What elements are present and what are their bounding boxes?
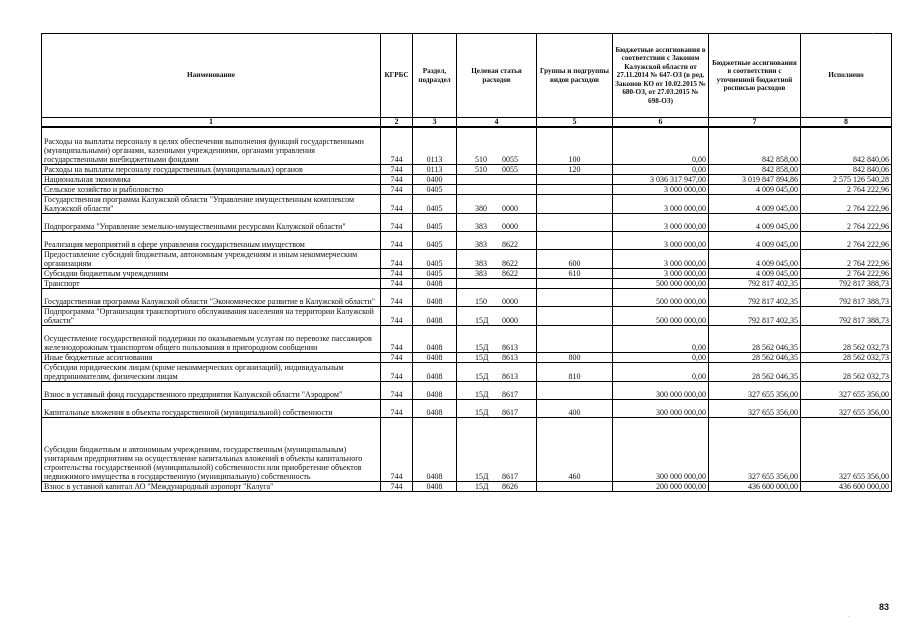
target-direction-code: 8617 (502, 407, 518, 417)
target-program-code: 150 (475, 296, 487, 306)
header-razdel: Раздел, подраздел (413, 34, 457, 118)
cell-kgrbs: 744 (381, 399, 413, 417)
cell-updated: 4 009 045,00 (709, 213, 801, 231)
cell-name: Взнос в уставный фонд государственного предприятия Калужской области "Аэродром" (42, 381, 381, 399)
table-row (42, 174, 892, 184)
cell-group (537, 288, 613, 306)
cell-executed: 842 840,06 (801, 127, 892, 164)
cell-updated: 4 009 045,00 (709, 194, 801, 213)
cell-name: Предоставление субсидий бюджетным, автономным учреждениям и иным некоммерческим организациям (42, 249, 381, 268)
cell-target (457, 352, 537, 362)
cell-law: 0,00 (613, 362, 709, 381)
cell-name: Субсидии бюджетным учреждениям (42, 268, 381, 278)
target-program-code: 510 (475, 164, 487, 174)
cell-law: 3 036 317 947,00 (613, 174, 709, 184)
cell-updated: 4 009 045,00 (709, 268, 801, 278)
cell-target (457, 184, 537, 194)
cell-group (537, 194, 613, 213)
table-row (42, 362, 892, 381)
cell-target (457, 174, 537, 184)
target-direction-code: 0055 (502, 164, 518, 174)
cell-razdel: 0408 (413, 381, 457, 399)
target-program-code: 383 (475, 239, 487, 249)
cell-executed: 28 562 032,73 (801, 362, 892, 381)
header-kgrbs: КГРБС (381, 34, 413, 118)
cell-name: Реализация мероприятий в сфере управления государственным имуществом (42, 231, 381, 249)
cell-razdel: 0408 (413, 362, 457, 381)
cell-razdel: 0400 (413, 174, 457, 184)
cell-law: 0,00 (613, 325, 709, 352)
cell-executed: 436 600 000,00 (801, 481, 892, 491)
target-program-code: 15Д (475, 471, 489, 481)
cell-updated: 327 655 356,00 (709, 417, 801, 481)
target-program-code: 15Д (475, 342, 489, 352)
cell-law: 500 000 000,00 (613, 306, 709, 325)
cell-executed: 2 764 222,96 (801, 231, 892, 249)
cell-kgrbs: 744 (381, 417, 413, 481)
target-direction-code: 0000 (502, 296, 518, 306)
target-program-code: 15Д (475, 371, 489, 381)
target-program-code: 15Д (475, 352, 489, 362)
cell-name: Взнос в уставной капитал АО "Международный аэропорт "Калуга" (42, 481, 381, 491)
column-number: 5 (537, 118, 613, 128)
table-row (42, 325, 892, 352)
cell-name: Государственная программа Калужской области "Экономическое развитие в Калужской области" (42, 288, 381, 306)
column-number: 3 (413, 118, 457, 128)
cell-razdel: 0408 (413, 399, 457, 417)
cell-group: 800 (537, 352, 613, 362)
cell-kgrbs: 744 (381, 213, 413, 231)
cell-name: Сельское хозяйство и рыболовство (42, 184, 381, 194)
cell-group (537, 325, 613, 352)
target-program-code: 380 (475, 203, 487, 213)
cell-law: 3 000 000,00 (613, 231, 709, 249)
cell-target (457, 249, 537, 268)
cell-target (457, 362, 537, 381)
cell-kgrbs: 744 (381, 127, 413, 164)
cell-target (457, 399, 537, 417)
cell-target (457, 288, 537, 306)
target-direction-code: 8622 (502, 268, 518, 278)
cell-executed: 842 840,06 (801, 164, 892, 174)
cell-updated: 3 019 847 894,86 (709, 174, 801, 184)
cell-razdel: 0408 (413, 306, 457, 325)
cell-kgrbs: 744 (381, 352, 413, 362)
cell-updated: 436 600 000,00 (709, 481, 801, 491)
table-row (42, 352, 892, 362)
target-direction-code: 8617 (502, 389, 518, 399)
header-row (42, 34, 892, 118)
cell-target (457, 268, 537, 278)
cell-kgrbs: 744 (381, 278, 413, 288)
cell-name: Государственная программа Калужской области "Управление имущественным комплексом Калужской области" (42, 194, 381, 213)
cell-executed: 28 562 032,73 (801, 352, 892, 362)
cell-law: 0,00 (613, 164, 709, 174)
cell-law: 0,00 (613, 352, 709, 362)
cell-group: 810 (537, 362, 613, 381)
column-number: 2 (381, 118, 413, 128)
cell-executed: 2 764 222,96 (801, 213, 892, 231)
header-law-allocations: Бюджетные ассигнования в соответствии с Законом Калужской области от 27.11.2014 № 647-ОЗ (в ред. Законов КО от 10.02.2015 № 680-ОЗ, от 27.03.2015 № 698-ОЗ) (613, 34, 709, 118)
column-number: 8 (801, 118, 892, 128)
cell-target (457, 231, 537, 249)
cell-group (537, 306, 613, 325)
cell-razdel: 0408 (413, 278, 457, 288)
target-program-code: 15Д (475, 481, 489, 491)
cell-law: 300 000 000,00 (613, 417, 709, 481)
target-program-code: 383 (475, 268, 487, 278)
cell-name: Подпрограмма "Управление земельно-имущественными ресурсами Калужской области" (42, 213, 381, 231)
column-number: 1 (42, 118, 381, 128)
cell-executed: 2 764 222,96 (801, 184, 892, 194)
cell-updated: 842 858,00 (709, 127, 801, 164)
column-number: 6 (613, 118, 709, 128)
cell-razdel: 0408 (413, 325, 457, 352)
cell-razdel: 0405 (413, 249, 457, 268)
cell-kgrbs: 744 (381, 381, 413, 399)
target-program-code: 383 (475, 221, 487, 231)
cell-target (457, 481, 537, 491)
table-row (42, 213, 892, 231)
cell-group: 120 (537, 164, 613, 174)
budget-table (41, 33, 892, 492)
cell-updated: 842 858,00 (709, 164, 801, 174)
cell-kgrbs: 744 (381, 164, 413, 174)
scan-speck: , (872, 28, 874, 36)
cell-group (537, 174, 613, 184)
cell-updated: 792 817 402,35 (709, 278, 801, 288)
header-target-article: Целевая статья расходов (457, 34, 537, 118)
cell-razdel: 0405 (413, 231, 457, 249)
column-number: 7 (709, 118, 801, 128)
cell-name: Подпрограмма "Организация транспортного обслуживания населения на территории Калужской области" (42, 306, 381, 325)
cell-executed: 327 655 356,00 (801, 417, 892, 481)
header-expense-groups: Группы и подгруппы видов расходов (537, 34, 613, 118)
target-program-code: 15Д (475, 315, 489, 325)
cell-name: Иные бюджетные ассигнования (42, 352, 381, 362)
cell-name: Расходы на выплаты персоналу в целях обеспечения выполнения функций государственными (муниципальными) органами, казенными учреждениями, органами управления государственными внебюджетными фондами (42, 127, 381, 164)
cell-name: Транспорт (42, 278, 381, 288)
cell-group: 600 (537, 249, 613, 268)
header-executed: Исполнено (801, 34, 892, 118)
table-row (42, 268, 892, 278)
cell-law: 0,00 (613, 127, 709, 164)
target-direction-code: 0000 (502, 221, 518, 231)
cell-executed: 2 764 222,96 (801, 268, 892, 278)
cell-target (457, 381, 537, 399)
cell-kgrbs: 744 (381, 288, 413, 306)
cell-target (457, 164, 537, 174)
table-row (42, 417, 892, 481)
cell-name: Расходы на выплаты персоналу государственных (муниципальных) органов (42, 164, 381, 174)
cell-updated: 4 009 045,00 (709, 231, 801, 249)
cell-group (537, 184, 613, 194)
target-direction-code: 8617 (502, 471, 518, 481)
cell-updated: 327 655 356,00 (709, 399, 801, 417)
table-row (42, 164, 892, 174)
cell-executed: 28 562 032,73 (801, 325, 892, 352)
table-body (42, 127, 892, 491)
cell-law: 3 000 000,00 (613, 184, 709, 194)
cell-law: 3 000 000,00 (613, 194, 709, 213)
table-row (42, 278, 892, 288)
table-row (42, 481, 892, 491)
cell-group: 400 (537, 399, 613, 417)
cell-target (457, 278, 537, 288)
cell-kgrbs: 744 (381, 325, 413, 352)
cell-name: Субсидии бюджетным и автономным учреждениям, государственным (муниципальным) унитарным предприятиям на осуществление капитальных вложений в объекты капитального строительства государственной (муниципальной) собственности или приобретение объектов недвижимого имущества в государственную (муниципальную) собственность (42, 417, 381, 481)
cell-name: Осуществление государственной поддержки по оказываемым услугам по перевозке пассажиров железнодорожным транспортом общего пользования в пригородном сообщении (42, 325, 381, 352)
cell-razdel: 0405 (413, 194, 457, 213)
cell-updated: 4 009 045,00 (709, 249, 801, 268)
cell-kgrbs: 744 (381, 194, 413, 213)
cell-kgrbs: 744 (381, 249, 413, 268)
cell-razdel: 0405 (413, 213, 457, 231)
cell-law: 3 000 000,00 (613, 268, 709, 278)
target-program-code: 383 (475, 258, 487, 268)
cell-kgrbs: 744 (381, 362, 413, 381)
scan-speck: . (848, 611, 850, 619)
cell-kgrbs: 744 (381, 481, 413, 491)
cell-kgrbs: 744 (381, 174, 413, 184)
cell-kgrbs: 744 (381, 268, 413, 278)
cell-law: 300 000 000,00 (613, 381, 709, 399)
target-program-code: 15Д (475, 407, 489, 417)
cell-executed: 327 655 356,00 (801, 381, 892, 399)
cell-updated: 4 009 045,00 (709, 184, 801, 194)
cell-group: 100 (537, 127, 613, 164)
cell-razdel: 0405 (413, 184, 457, 194)
cell-razdel: 0405 (413, 268, 457, 278)
cell-group (537, 278, 613, 288)
cell-group (537, 213, 613, 231)
target-direction-code: 0055 (502, 154, 518, 164)
target-direction-code: 8622 (502, 258, 518, 268)
table-row (42, 127, 892, 164)
cell-executed: 792 817 388,73 (801, 288, 892, 306)
cell-name: Национальная экономика (42, 174, 381, 184)
cell-law: 200 000 000,00 (613, 481, 709, 491)
cell-updated: 792 817 402,35 (709, 306, 801, 325)
cell-target (457, 127, 537, 164)
cell-kgrbs: 744 (381, 231, 413, 249)
cell-group: 460 (537, 417, 613, 481)
table-row (42, 288, 892, 306)
table-row (42, 194, 892, 213)
cell-target (457, 306, 537, 325)
cell-razdel: 0113 (413, 164, 457, 174)
cell-group (537, 481, 613, 491)
cell-razdel: 0408 (413, 352, 457, 362)
cell-target (457, 325, 537, 352)
cell-updated: 28 562 046,35 (709, 325, 801, 352)
cell-law: 500 000 000,00 (613, 288, 709, 306)
cell-executed: 792 817 388,73 (801, 278, 892, 288)
cell-kgrbs: 744 (381, 306, 413, 325)
cell-razdel: 0408 (413, 288, 457, 306)
target-direction-code: 8622 (502, 239, 518, 249)
cell-razdel: 0408 (413, 417, 457, 481)
cell-law: 500 000 000,00 (613, 278, 709, 288)
cell-law: 3 000 000,00 (613, 213, 709, 231)
cell-executed: 2 764 222,96 (801, 194, 892, 213)
table-row (42, 306, 892, 325)
target-direction-code: 8613 (502, 371, 518, 381)
cell-updated: 28 562 046,35 (709, 362, 801, 381)
target-direction-code: 0000 (502, 203, 518, 213)
cell-group (537, 381, 613, 399)
table-row (42, 231, 892, 249)
table-row (42, 399, 892, 417)
cell-law: 3 000 000,00 (613, 249, 709, 268)
cell-name: Капитальные вложения в объекты государственной (муниципальной) собственности (42, 399, 381, 417)
cell-razdel: 0408 (413, 481, 457, 491)
table-row (42, 249, 892, 268)
target-program-code: 15Д (475, 389, 489, 399)
cell-target (457, 194, 537, 213)
table-row (42, 381, 892, 399)
cell-group: 610 (537, 268, 613, 278)
cell-law: 300 000 000,00 (613, 399, 709, 417)
page-number: 83 (879, 602, 890, 612)
cell-executed: 327 655 356,00 (801, 399, 892, 417)
cell-razdel: 0113 (413, 127, 457, 164)
cell-updated: 28 562 046,35 (709, 352, 801, 362)
column-number-row (42, 118, 892, 128)
target-direction-code: 8613 (502, 342, 518, 352)
target-program-code: 510 (475, 154, 487, 164)
cell-executed: 2 575 126 540,28 (801, 174, 892, 184)
column-number: 4 (457, 118, 537, 128)
header-name: Наименование (42, 34, 381, 118)
cell-name: Субсидии юридическим лицам (кроме некоммерческих организаций), индивидуальным предпринимателям, физическим лицам (42, 362, 381, 381)
target-direction-code: 8626 (502, 481, 518, 491)
cell-executed: 2 764 222,96 (801, 249, 892, 268)
table-row (42, 184, 892, 194)
cell-updated: 327 655 356,00 (709, 381, 801, 399)
cell-updated: 792 817 402,35 (709, 288, 801, 306)
cell-target (457, 417, 537, 481)
target-direction-code: 0000 (502, 315, 518, 325)
header-updated-allocations: Бюджетные ассигнования в соответствии с уточненной бюджетной росписью расходов (709, 34, 801, 118)
cell-executed: 792 817 388,73 (801, 306, 892, 325)
cell-group (537, 231, 613, 249)
target-direction-code: 8613 (502, 352, 518, 362)
cell-kgrbs: 744 (381, 184, 413, 194)
cell-target (457, 213, 537, 231)
